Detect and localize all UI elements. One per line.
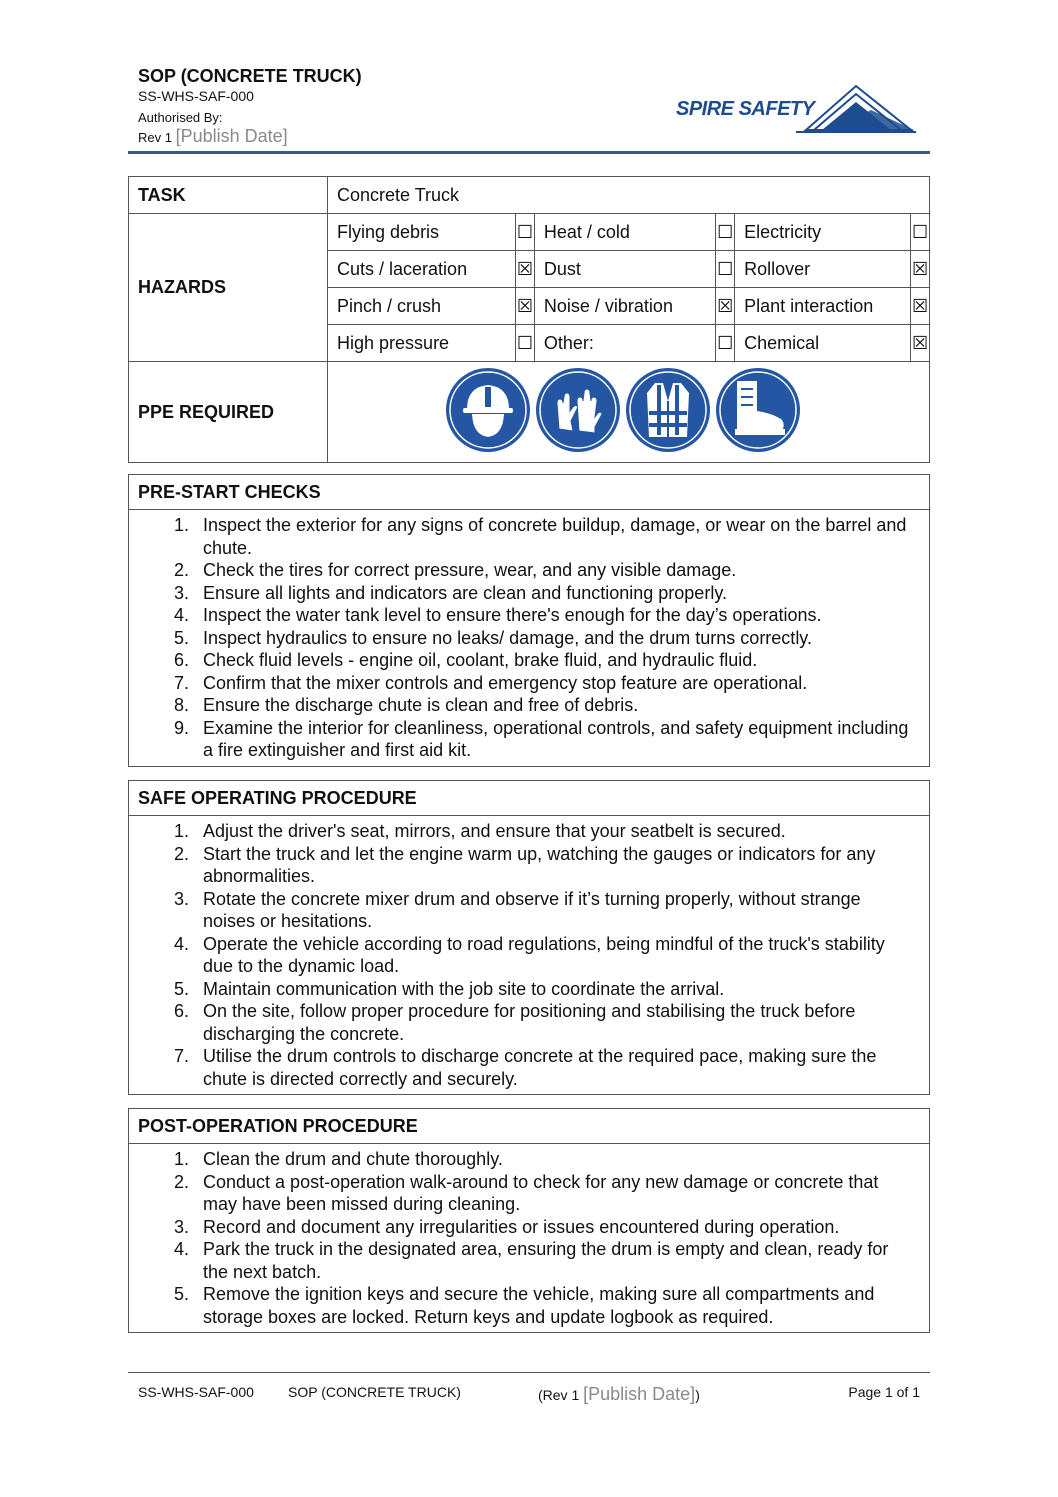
hazard-name: Chemical bbox=[735, 325, 911, 362]
section-title: SAFE OPERATING PROCEDURE bbox=[129, 781, 929, 816]
item-number: 5. bbox=[173, 978, 189, 999]
hazard-name: Flying debris bbox=[328, 214, 516, 251]
item-number: 9. bbox=[173, 717, 189, 738]
pre-start-checks-section bbox=[128, 474, 930, 767]
hazard-name: Cuts / laceration bbox=[328, 251, 516, 288]
list-item bbox=[129, 978, 917, 1001]
footer-code: SS-WHS-SAF-000 bbox=[138, 1384, 254, 1400]
item-text: Park the truck in the designated area, ensuring the drum is empty and clean, ready for the next batch. bbox=[203, 1239, 889, 1282]
list-item bbox=[129, 888, 917, 933]
list-item bbox=[129, 559, 917, 582]
list-item bbox=[129, 1000, 917, 1045]
list-item bbox=[129, 1283, 917, 1328]
footer-rev-close: ) bbox=[695, 1387, 700, 1403]
hazard-name: Other: bbox=[534, 325, 715, 362]
list-item bbox=[129, 1045, 917, 1090]
task-hazard-table bbox=[128, 176, 930, 463]
list-item bbox=[129, 717, 917, 762]
item-text: Inspect hydraulics to ensure no leaks/ damage, and the drum turns correctly. bbox=[203, 627, 812, 648]
list-item bbox=[129, 582, 917, 605]
hazard-name: High pressure bbox=[328, 325, 516, 362]
item-text: Ensure the discharge chute is clean and free of debris. bbox=[203, 695, 639, 715]
footer-title: SOP (CONCRETE TRUCK) bbox=[288, 1384, 461, 1400]
safe-operating-list bbox=[129, 816, 929, 1094]
safety-boot-icon bbox=[715, 367, 801, 453]
hazard-row bbox=[129, 214, 930, 251]
item-text: Ensure all lights and indicators are clean and functioning properly. bbox=[203, 582, 727, 603]
hazard-name: Rollover bbox=[735, 251, 911, 288]
section-title: PRE-START CHECKS bbox=[129, 475, 929, 510]
hazard-checkbox[interactable]: ☐ bbox=[716, 251, 735, 288]
item-number: 2. bbox=[173, 560, 189, 580]
hazard-checkbox[interactable]: ☐ bbox=[516, 325, 535, 362]
list-item bbox=[129, 820, 917, 843]
list-item bbox=[129, 1148, 917, 1171]
hazard-name: Noise / vibration bbox=[534, 288, 715, 325]
item-number: 1. bbox=[173, 515, 189, 535]
ppe-icons-cell bbox=[328, 362, 930, 463]
task-row bbox=[129, 177, 930, 214]
list-item bbox=[129, 843, 917, 888]
ppe-label: PPE REQUIRED bbox=[129, 362, 328, 463]
hazard-name: Pinch / crush bbox=[328, 288, 516, 325]
list-item bbox=[129, 672, 917, 695]
item-text: Inspect the water tank level to ensure there's enough for the day’s operations. bbox=[203, 605, 822, 625]
hazard-checkbox[interactable]: ☒ bbox=[716, 288, 735, 325]
hazard-checkbox[interactable]: ☒ bbox=[911, 325, 930, 362]
list-item bbox=[129, 604, 917, 627]
post-operation-list bbox=[129, 1144, 929, 1332]
hazard-checkbox[interactable]: ☐ bbox=[516, 214, 535, 251]
section-title: POST-OPERATION PROCEDURE bbox=[129, 1109, 929, 1144]
authorised-by: Authorised By: bbox=[138, 110, 223, 125]
item-number: 3. bbox=[173, 582, 189, 603]
item-number: 6. bbox=[173, 650, 189, 670]
item-number: 6. bbox=[173, 1001, 189, 1021]
item-number: 4. bbox=[173, 933, 189, 954]
item-number: 2. bbox=[173, 843, 189, 864]
safe-operating-procedure-section bbox=[128, 780, 930, 1095]
hazard-name: Electricity bbox=[735, 214, 911, 251]
item-text: Inspect the exterior for any signs of concrete buildup, damage, or wear on the barrel and chute. bbox=[203, 515, 907, 558]
task-value: Concrete Truck bbox=[328, 177, 930, 214]
item-text: Start the truck and let the engine warm up, watching the gauges or indicators for any abnormalities. bbox=[203, 843, 876, 886]
pre-start-list bbox=[129, 510, 929, 766]
item-number: 3. bbox=[173, 888, 189, 909]
item-text: Remove the ignition keys and secure the vehicle, making sure all compartments and storage boxes are locked. Return keys and update logbook as required. bbox=[203, 1284, 875, 1327]
hard-hat-icon bbox=[445, 367, 531, 453]
list-item bbox=[129, 1238, 917, 1283]
item-text: Check the tires for correct pressure, wear, and any visible damage. bbox=[203, 560, 737, 580]
ppe-icons bbox=[445, 367, 801, 453]
post-operation-procedure-section bbox=[128, 1108, 930, 1333]
item-number: 8. bbox=[173, 695, 189, 715]
hazard-checkbox[interactable]: ☐ bbox=[716, 214, 735, 251]
mountain-logo-icon bbox=[796, 80, 916, 136]
hazard-name: Dust bbox=[534, 251, 715, 288]
document-footer bbox=[128, 1372, 930, 1404]
item-number: 7. bbox=[173, 672, 189, 693]
item-number: 3. bbox=[173, 1216, 189, 1237]
list-item bbox=[129, 1216, 917, 1239]
gloves-icon bbox=[535, 367, 621, 453]
item-number: 5. bbox=[173, 1284, 189, 1304]
hazard-checkbox[interactable]: ☒ bbox=[516, 251, 535, 288]
hazard-checkbox[interactable]: ☒ bbox=[911, 251, 930, 288]
hazard-name: Plant interaction bbox=[735, 288, 911, 325]
hazards-label: HAZARDS bbox=[129, 214, 328, 362]
publish-date-placeholder: [Publish Date] bbox=[175, 126, 288, 146]
hi-vis-vest-icon bbox=[625, 367, 711, 453]
item-number: 5. bbox=[173, 627, 189, 648]
item-text: Adjust the driver's seat, mirrors, and ensure that your seatbelt is secured. bbox=[203, 821, 786, 841]
header-rule bbox=[128, 151, 930, 154]
item-number: 4. bbox=[173, 1239, 189, 1259]
hazard-checkbox[interactable]: ☐ bbox=[716, 325, 735, 362]
list-item bbox=[129, 1171, 917, 1216]
item-text: Record and document any irregularities or issues encountered during operation. bbox=[203, 1216, 840, 1237]
item-number: 2. bbox=[173, 1171, 189, 1192]
item-text: Clean the drum and chute thoroughly. bbox=[203, 1149, 503, 1169]
list-item bbox=[129, 933, 917, 978]
item-text: Utilise the drum controls to discharge concrete at the required pace, making sure the chute is directed correctly and securely. bbox=[203, 1046, 877, 1089]
task-label: TASK bbox=[129, 177, 328, 214]
hazard-name: Heat / cold bbox=[534, 214, 715, 251]
list-item bbox=[129, 694, 917, 717]
item-number: 7. bbox=[173, 1046, 189, 1066]
footer-publish-date: [Publish Date] bbox=[583, 1384, 696, 1404]
item-number: 1. bbox=[173, 1149, 189, 1169]
item-text: On the site, follow proper procedure for positioning and stabilising the truck before discharging the concrete. bbox=[203, 1001, 856, 1044]
hazard-checkbox[interactable]: ☒ bbox=[516, 288, 535, 325]
spire-safety-logo bbox=[676, 80, 916, 136]
item-number: 1. bbox=[173, 821, 189, 841]
footer-rev-open: (Rev 1 bbox=[538, 1387, 580, 1403]
list-item bbox=[129, 649, 917, 672]
list-item bbox=[129, 627, 917, 650]
hazard-checkbox[interactable]: ☒ bbox=[911, 288, 930, 325]
page-number: Page 1 of 1 bbox=[848, 1384, 920, 1400]
document-header bbox=[128, 62, 930, 154]
item-number: 4. bbox=[173, 605, 189, 625]
item-text: Confirm that the mixer controls and emergency stop feature are operational. bbox=[203, 672, 808, 693]
revision-line bbox=[138, 126, 288, 147]
list-item bbox=[129, 514, 917, 559]
revision-label: Rev 1 bbox=[138, 130, 172, 145]
document-title: SOP (CONCRETE TRUCK) bbox=[138, 66, 362, 86]
document-code: SS-WHS-SAF-000 bbox=[138, 88, 254, 104]
item-text: Examine the interior for cleanliness, operational controls, and safety equipment including a fire extinguisher and first aid kit. bbox=[203, 717, 909, 760]
ppe-row bbox=[129, 362, 930, 463]
footer-rule bbox=[128, 1372, 930, 1373]
footer-revision bbox=[538, 1384, 700, 1405]
item-text: Check fluid levels - engine oil, coolant, brake fluid, and hydraulic fluid. bbox=[203, 650, 758, 670]
item-text: Maintain communication with the job site to coordinate the arrival. bbox=[203, 978, 725, 999]
item-text: Conduct a post-operation walk-around to check for any new damage or concrete that may have been missed during cleaning. bbox=[203, 1171, 879, 1214]
item-text: Operate the vehicle according to road regulations, being mindful of the truck's stability due to the dynamic load. bbox=[203, 933, 885, 976]
logo-text: SPIRE SAFETY bbox=[676, 98, 815, 120]
hazard-checkbox[interactable]: ☐ bbox=[911, 214, 930, 251]
item-text: Rotate the concrete mixer drum and observe if it’s turning properly, without strange noises or hesitations. bbox=[203, 888, 861, 931]
